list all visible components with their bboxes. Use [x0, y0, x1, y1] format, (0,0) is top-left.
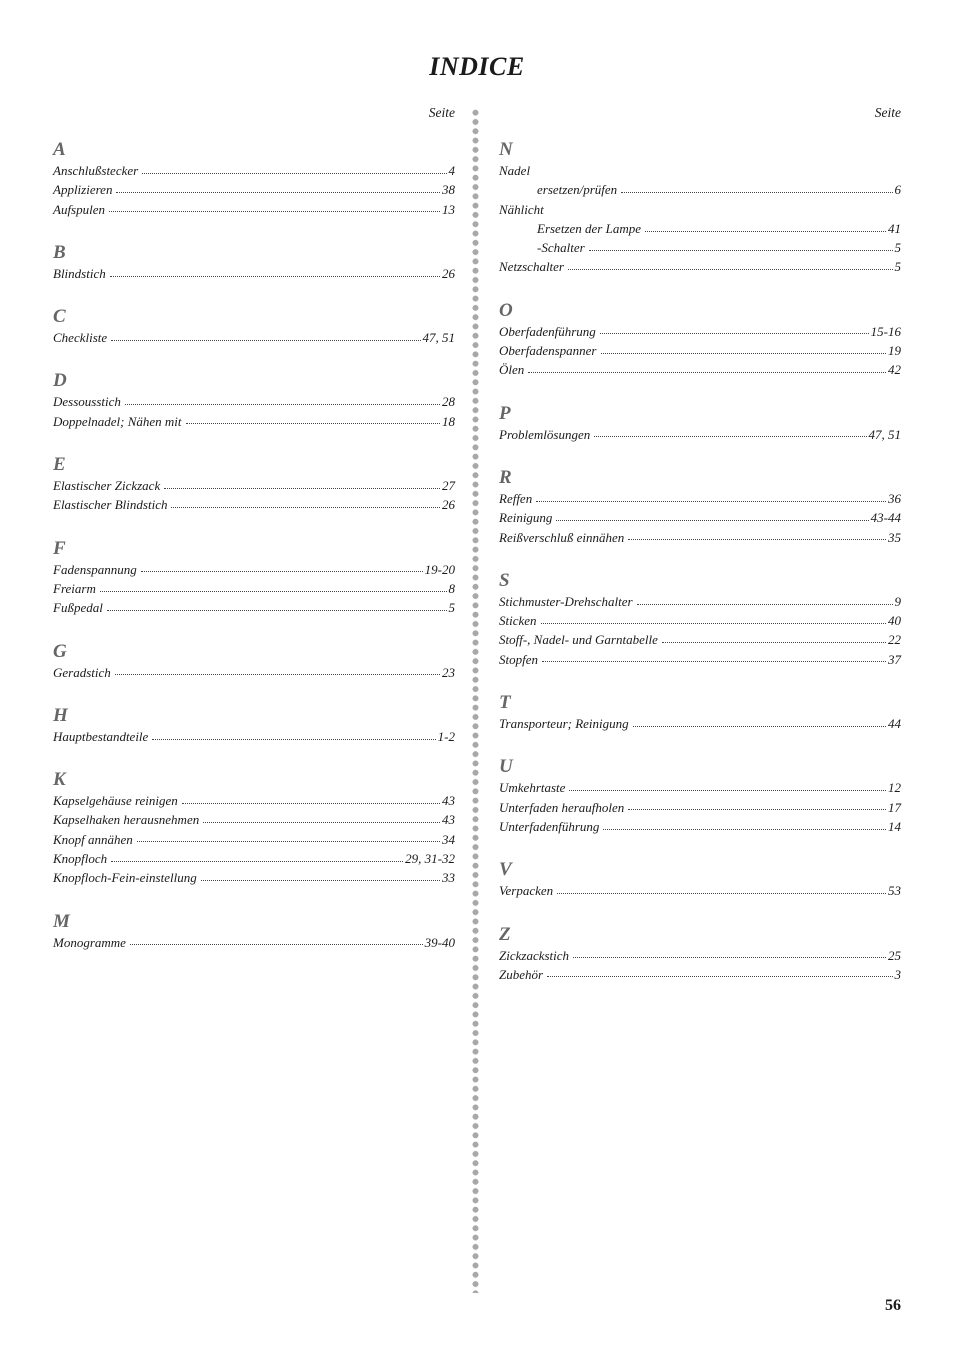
page-title: INDICE: [429, 52, 525, 81]
entry-term: Hauptbestandteile: [53, 728, 149, 744]
index-entry: [499, 528, 901, 547]
entry-term: Netzschalter: [499, 259, 564, 275]
dot-leader: [141, 570, 423, 572]
dot-leader: [111, 339, 420, 341]
index-entry: [499, 611, 901, 630]
dot-leader: [171, 506, 440, 508]
entry-page: 18: [442, 413, 455, 429]
dot-leader: [589, 249, 893, 251]
entry-page: 27: [442, 478, 455, 494]
index-entry: [53, 849, 455, 868]
entry-page: 43: [442, 793, 455, 809]
entry-page: 35: [888, 529, 901, 545]
entry-page: 34: [442, 831, 455, 847]
index-entry: [499, 238, 901, 257]
entry-page: 38: [442, 182, 455, 198]
index-entry: [499, 322, 901, 341]
dot-leader: [203, 821, 440, 823]
entry-page: 41: [888, 220, 901, 236]
entry-term: Oberfadenführung: [499, 323, 596, 339]
entry-term: Sticken: [499, 613, 537, 629]
dot-leader: [603, 828, 886, 830]
index-section: [53, 242, 455, 283]
dot-leader: [109, 210, 440, 212]
entry-page: 1-2: [437, 728, 455, 744]
entry-page: 29, 31-32: [405, 851, 455, 867]
dot-leader: [137, 840, 440, 842]
entry-page: 26: [442, 497, 455, 513]
dot-leader: [142, 172, 446, 174]
dot-leader: [110, 275, 440, 277]
entry-term: Nählicht: [499, 201, 544, 217]
index-entry: [499, 341, 901, 360]
index-entry: [499, 817, 901, 836]
index-section: [53, 641, 455, 682]
index-column-left: [53, 104, 455, 975]
dot-leader: [568, 268, 893, 270]
index-entry: [53, 598, 455, 617]
dot-leader: [111, 860, 403, 862]
index-entry: [53, 392, 455, 411]
index-sections: [53, 139, 455, 952]
entry-page: 5: [448, 600, 455, 616]
section-letter: K: [53, 769, 66, 791]
entry-page: 44: [888, 716, 901, 732]
entry-term: Fadenspannung: [53, 561, 137, 577]
column-header-seite: Seite: [874, 105, 901, 120]
index-section: [53, 911, 455, 952]
dot-leader: [116, 191, 440, 193]
entry-page: 23: [442, 664, 455, 680]
index-section: [53, 139, 455, 219]
index-section: [499, 300, 901, 380]
dot-leader: [556, 519, 868, 521]
index-entry: [499, 425, 901, 444]
index-section: [499, 139, 901, 277]
entry-term: Transporteur; Reinigung: [499, 716, 629, 732]
entry-term: Stichmuster-Drehschalter: [499, 593, 633, 609]
section-letter: S: [499, 569, 510, 591]
dot-leader: [557, 892, 886, 894]
index-entry: [499, 946, 901, 965]
entry-page: 9: [894, 593, 901, 609]
dot-leader: [628, 538, 886, 540]
entry-page: 43-44: [870, 510, 901, 526]
index-entry: [53, 412, 455, 431]
entry-term: Geradstich: [53, 664, 111, 680]
entry-term: Stopfen: [499, 651, 538, 667]
index-entry: [53, 933, 455, 952]
entry-term: Elastischer Blindstich: [53, 497, 168, 513]
dot-leader: [569, 789, 886, 791]
index-section: [53, 370, 455, 431]
index-section: [53, 306, 455, 347]
section-letter: U: [499, 756, 513, 778]
entry-term: Monogramme: [53, 934, 126, 950]
index-entry: [499, 650, 901, 669]
section-letter: E: [53, 454, 66, 476]
index-entry: [499, 360, 901, 379]
section-letter: D: [53, 370, 67, 392]
entry-term: Stoff-, Nadel- und Garntabelle: [499, 632, 658, 648]
entry-page: 28: [442, 394, 455, 410]
dot-leader: [528, 371, 886, 373]
dot-leader: [201, 879, 440, 881]
entry-term: Doppelnadel; Nähen mit: [53, 413, 182, 429]
index-entry: [499, 798, 901, 817]
entry-term: Zickzackstich: [499, 947, 570, 963]
dot-leader: [125, 403, 440, 405]
entry-term: Knopfloch-Fein-einstellung: [53, 870, 197, 886]
dot-leader: [645, 230, 886, 232]
index-entry: [53, 810, 455, 829]
entry-page: 6: [894, 182, 901, 198]
index-entry: [499, 219, 901, 238]
index-section: [499, 403, 901, 444]
entry-term: Zubehör: [499, 966, 544, 982]
section-letter: N: [499, 139, 513, 160]
dot-leader: [130, 943, 423, 945]
dot-leader: [600, 332, 869, 334]
entry-term: Fußpedal: [53, 600, 103, 616]
dot-leader: [621, 191, 892, 193]
dotted-column-divider: [472, 108, 479, 1293]
dot-leader: [115, 673, 440, 675]
entry-term: Knopf annähen: [53, 831, 133, 847]
entry-term: Problemlösungen: [499, 426, 591, 442]
index-entry: [499, 778, 901, 797]
dot-leader: [100, 590, 447, 592]
entry-page: 37: [888, 651, 901, 667]
index-entry: [53, 495, 455, 514]
entry-term: Elastischer Zickzack: [53, 478, 161, 494]
index-entry: [53, 727, 455, 746]
index-entry: [53, 476, 455, 495]
index-entry: [53, 579, 455, 598]
dot-leader: [536, 500, 886, 502]
entry-page: 3: [894, 966, 901, 982]
entry-term: Kapselhaken herausnehmen: [53, 812, 200, 828]
entry-term: Reffen: [499, 490, 533, 506]
index-section: [53, 538, 455, 618]
index-entry: [53, 663, 455, 682]
entry-page: 43: [442, 812, 455, 828]
dot-leader: [542, 660, 886, 662]
index-section: [499, 467, 901, 547]
entry-page: 53: [888, 883, 901, 899]
index-entry: [53, 791, 455, 810]
entry-page: 47, 51: [868, 426, 901, 442]
dot-leader: [637, 603, 893, 605]
entry-term: Unterfaden heraufholen: [499, 799, 625, 815]
entry-page: 47, 51: [422, 330, 455, 346]
index-entry: [499, 881, 901, 900]
index-section: [499, 859, 901, 900]
entry-term: Reißverschluß einnähen: [499, 529, 625, 545]
section-letter: A: [53, 139, 66, 160]
index-section: [53, 769, 455, 887]
entry-page: 13: [442, 201, 455, 217]
entry-term: Ersetzen der Lampe: [537, 220, 641, 236]
section-letter: R: [499, 466, 512, 488]
section-letter: Z: [499, 923, 511, 945]
column-header-seite: Seite: [428, 105, 455, 120]
index-entry: [499, 714, 901, 733]
entry-page: 19-20: [424, 561, 455, 577]
entry-page: 22: [888, 632, 901, 648]
entry-page: 33: [442, 870, 455, 886]
entry-page: 42: [888, 362, 901, 378]
entry-term: Anschlußstecker: [53, 163, 139, 178]
section-letter: F: [53, 537, 66, 559]
index-entry: [499, 489, 901, 508]
entry-page: 5: [894, 240, 901, 256]
entry-term: Unterfadenführung: [499, 818, 600, 834]
index-entry: [53, 328, 455, 347]
entry-page: 40: [888, 613, 901, 629]
entry-term: Knopfloch: [53, 851, 108, 867]
entry-term: Umkehrtaste: [499, 780, 566, 796]
index-entry: [499, 161, 901, 180]
section-letter: T: [499, 692, 511, 714]
section-letter: V: [499, 859, 512, 881]
dot-leader: [594, 435, 866, 437]
entry-term: ersetzen/prüfen: [537, 182, 618, 198]
index-entry: [53, 560, 455, 579]
dot-leader: [164, 487, 440, 489]
entry-page: 25: [888, 947, 901, 963]
dot-leader: [152, 738, 435, 740]
section-letter: M: [53, 910, 70, 932]
index-sections: [499, 139, 901, 984]
index-section: [53, 454, 455, 515]
dot-leader: [601, 352, 887, 354]
index-entry: [499, 508, 901, 527]
entry-page: 4: [448, 163, 455, 178]
entry-term: Oberfadenspanner: [499, 343, 597, 359]
dot-leader: [107, 609, 447, 611]
entry-term: -Schalter: [537, 240, 585, 256]
dot-leader: [534, 172, 899, 173]
entry-term: Dessousstich: [53, 394, 121, 410]
index-entry: [53, 200, 455, 219]
entry-term: Reinigung: [499, 510, 553, 526]
index-column-right: [499, 104, 901, 1007]
entry-page: 39-40: [424, 934, 455, 950]
section-letter: B: [53, 241, 66, 263]
entry-term: Verpacken: [499, 883, 554, 899]
dot-leader: [662, 641, 886, 643]
entry-term: Aufspulen: [53, 201, 105, 217]
dot-leader: [547, 975, 892, 977]
entry-term: Nadel: [499, 163, 531, 178]
index-entry: [53, 264, 455, 283]
dot-leader: [182, 802, 440, 804]
index-entry: [53, 830, 455, 849]
section-letter: H: [53, 704, 68, 726]
section-letter: O: [499, 299, 513, 321]
entry-page: 36: [888, 490, 901, 506]
index-section: [499, 924, 901, 985]
index-entry: [53, 161, 455, 180]
index-section: [53, 705, 455, 746]
entry-term: Freiarm: [53, 580, 96, 596]
entry-page: 8: [448, 580, 455, 596]
entry-term: Applizieren: [53, 182, 113, 198]
dot-leader: [628, 808, 886, 810]
index-section: [499, 756, 901, 836]
section-letter: P: [499, 402, 511, 424]
dot-leader: [541, 622, 886, 624]
entry-page: 5: [894, 259, 901, 275]
dot-leader: [633, 725, 886, 727]
index-entry: [53, 180, 455, 199]
section-letter: C: [53, 306, 66, 328]
index-entry: [53, 868, 455, 887]
index-entry: [499, 200, 901, 219]
dot-leader: [186, 422, 440, 424]
entry-page: 14: [888, 818, 901, 834]
index-section: [499, 570, 901, 669]
entry-term: Kapselgehäuse reinigen: [53, 793, 178, 809]
dot-leader: [573, 956, 886, 958]
index-entry: [499, 630, 901, 649]
entry-term: Checkliste: [53, 330, 108, 346]
entry-term: Blindstich: [53, 265, 106, 281]
entry-page: 19: [888, 343, 901, 359]
entry-term: Ölen: [499, 362, 525, 378]
entry-page: 12: [888, 780, 901, 796]
index-entry: [499, 592, 901, 611]
index-entry: [499, 965, 901, 984]
index-section: [499, 692, 901, 733]
entry-page: 17: [888, 799, 901, 815]
page-number: 56: [885, 1297, 901, 1314]
entry-page: 15-16: [870, 323, 901, 339]
index-entry: [499, 180, 901, 199]
index-entry: [499, 257, 901, 276]
dot-leader: [548, 211, 899, 212]
section-letter: G: [53, 640, 67, 662]
entry-page: 26: [442, 265, 455, 281]
